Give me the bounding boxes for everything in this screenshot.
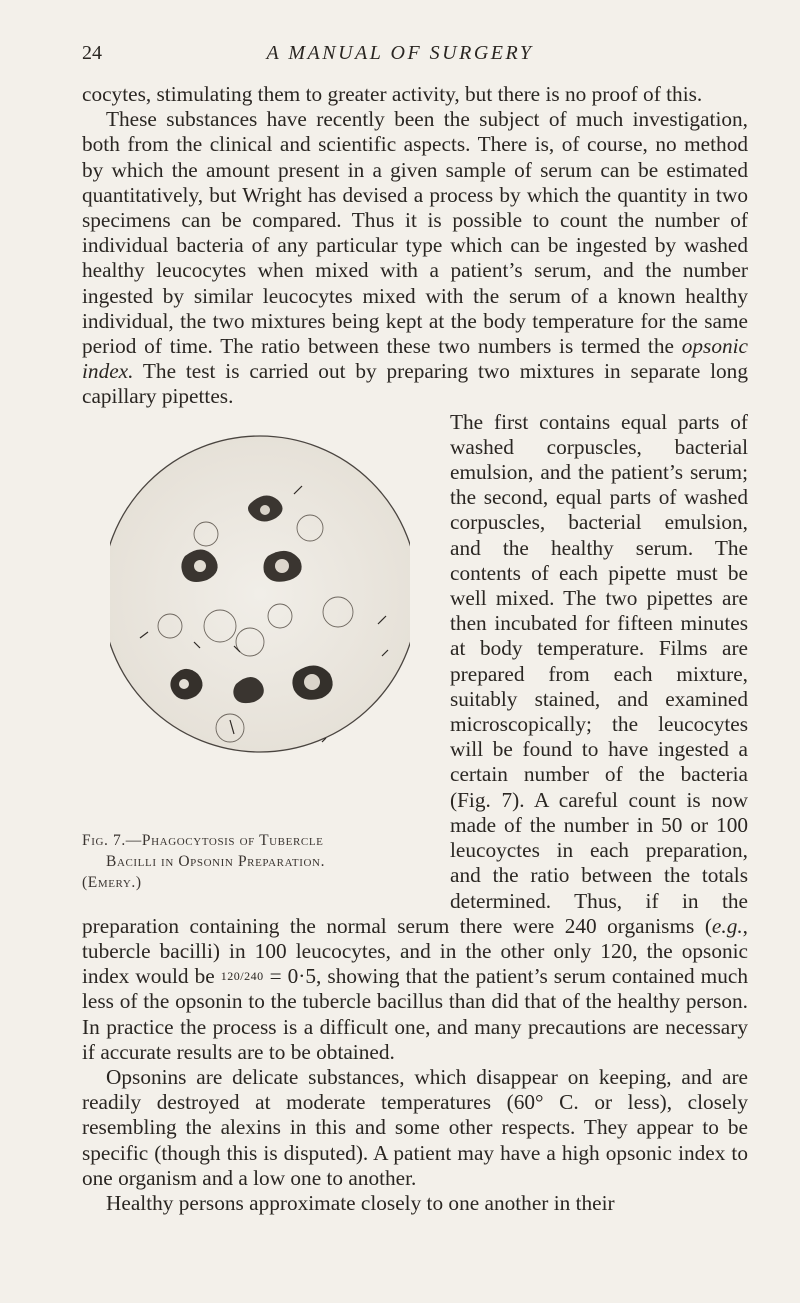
paragraph-2 xyxy=(82,107,748,409)
body-text xyxy=(82,82,748,1216)
microscope-field-illustration xyxy=(110,416,410,826)
paragraph-2-part-c: , tubercle bacilli) in 100 leucocytes, and in the other only 120, the opsonic index would be xyxy=(82,913,748,989)
paragraph-4: Healthy persons approximate closely to one another in their xyxy=(106,1190,615,1215)
opsonic-fraction: 120/240 xyxy=(220,969,264,984)
paragraph-2-part-d: = 0·5, showing that the patient’s serum contained much less of the opsonin to the tubercle bacillus than did that of the healthy person. In practice the process is a difficult one, and many precautions are necessary if accurate results are to be obtained. xyxy=(82,964,748,1064)
figure-caption xyxy=(82,830,438,893)
paragraph-2-part-b-lead: The test is carried out by preparing two mixtures in separate long capillary pipettes. xyxy=(82,359,748,409)
page-header xyxy=(0,42,800,72)
opsonic-index-term: opsonic index. xyxy=(82,334,748,384)
paragraph-2-part-b: The first contains equal parts of washed corpuscles, bacterial emulsion, and the patient’s serum; the second, equal parts of washed corpuscles, bacterial emulsion, and the healthy serum. The contents of each pipette must be well mixed. The two pipettes are then incubated for fifteen minutes at body temperature. Films are prepared from each mixture, suitably stained, and examined microscopically; the leucocytes will be found to have ingested a certain number of the bacteria (Fig. 7). A careful count is now made of the number in 50 or 100 leucoyctes in each preparation, and the ratio between the totals determined. Thus, if in the preparation containing the normal serum there were 240 organisms ( xyxy=(82,409,748,938)
paragraph-3: Opsonins are delicate substances, which disappear on keeping, and are readily destroyed at moderate temperatures (60° C. or less), closely resembling the alexins in this and some other respects. They appear to be specific (though this is disputed). A patient may have a high opsonic index to one organism and a low one to another. xyxy=(82,1064,748,1190)
caption-line-3: (Emery.) xyxy=(82,873,142,891)
eg-abbrev: e.g. xyxy=(711,913,743,938)
figure-7 xyxy=(82,410,438,891)
running-title: A MANUAL OF SURGERY xyxy=(266,42,534,64)
microscope-field-circle xyxy=(110,436,410,752)
caption-line-1: Fig. 7.—Phagocytosis of Tubercle xyxy=(82,831,324,849)
paragraph-2-part-a: These substances have recently been the subject of much investigation, both from the clinical and scientific aspects. There is, of course, no method by which the amount present in a given sample of serum can be estimated quantitatively, but Wright has devised a process by which the quantity in two specimens can be compared. Thus it is possible to count the number of individual bacteria of any particular type which can be ingested by washed healthy leucocytes when mixed with a patient’s serum, and the number ingested by similar leucocytes mixed with the serum of a known healthy individual, the two mixtures being kept at the body temperature for the same period of time. The ratio between these two numbers is termed the xyxy=(82,107,748,359)
paragraph-1: cocytes, stimulating them to greater activity, but there is no proof of this. xyxy=(82,82,703,106)
caption-line-2: Bacilli in Opsonin Preparation. xyxy=(106,852,326,870)
page-number: 24 xyxy=(82,42,102,64)
